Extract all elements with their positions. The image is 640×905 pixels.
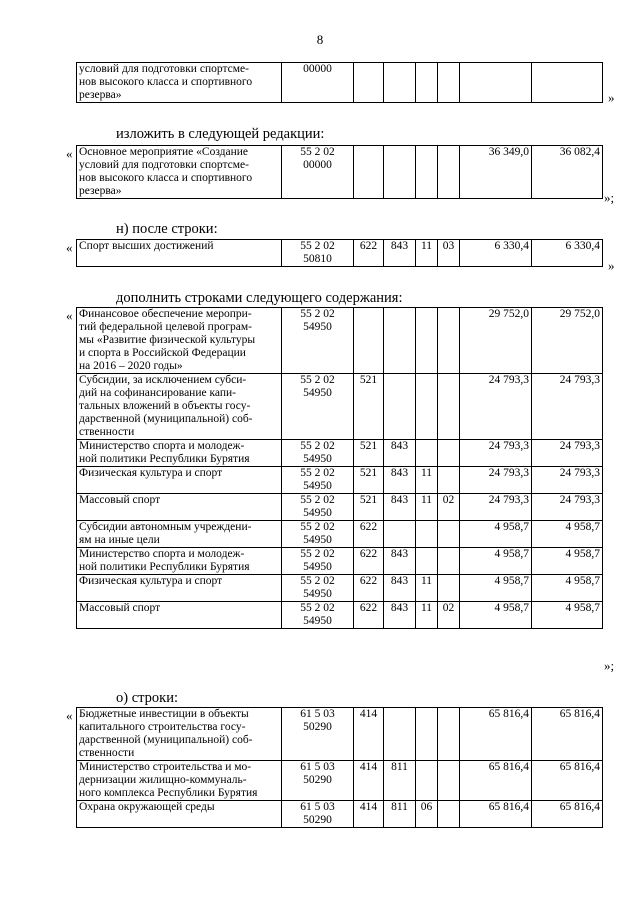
table-row bbox=[77, 521, 603, 548]
budget-table-new-edition bbox=[76, 145, 603, 199]
section-code: 11 bbox=[416, 467, 438, 494]
department-code: 811 bbox=[384, 761, 416, 801]
department-code: 843 bbox=[384, 240, 416, 267]
opening-quote: « bbox=[66, 146, 73, 161]
section-code bbox=[416, 761, 438, 801]
subsection-code bbox=[438, 575, 460, 602]
section-code: 11 bbox=[416, 494, 438, 521]
amount-year-2: 4 958,7 bbox=[532, 548, 603, 575]
budget-table-top bbox=[76, 62, 603, 103]
amount-year-1 bbox=[460, 63, 532, 103]
row-name: Финансовое обеспечение меропри- тий федеральной целевой програм- мы «Развитие физической культуры и спорта в Российской Федерации на 2016 – 2020 годы» bbox=[77, 308, 282, 374]
table-row bbox=[77, 575, 603, 602]
amount-year-2: 4 958,7 bbox=[532, 602, 603, 629]
amount-year-1: 24 793,3 bbox=[460, 494, 532, 521]
target-article-code: 55 2 02 54950 bbox=[282, 521, 354, 548]
row-name: Министерство спорта и молодеж- ной политики Республики Бурятия bbox=[77, 548, 282, 575]
target-article-code: 55 2 02 54950 bbox=[282, 374, 354, 440]
subsection-code bbox=[438, 467, 460, 494]
row-name: Основное мероприятие «Создание условий для подготовки спортсме- нов высокого класса и спортивного резерва» bbox=[77, 146, 282, 199]
amount-year-2: 24 793,3 bbox=[532, 440, 603, 467]
table-row bbox=[77, 801, 603, 828]
target-article-code: 55 2 02 54950 bbox=[282, 467, 354, 494]
department-code: 843 bbox=[384, 440, 416, 467]
amount-year-1: 6 330,4 bbox=[460, 240, 532, 267]
amount-year-2: 36 082,4 bbox=[532, 146, 603, 199]
instruction-heading: о) строки: bbox=[116, 690, 178, 706]
row-name: Охрана окружающей среды bbox=[77, 801, 282, 828]
expense-type-code: 521 bbox=[354, 467, 384, 494]
instruction-heading: дополнить строками следующего содержания: bbox=[116, 290, 403, 306]
section-code: 11 bbox=[416, 602, 438, 629]
target-article-code: 61 5 03 50290 bbox=[282, 801, 354, 828]
expense-type-code: 622 bbox=[354, 521, 384, 548]
table-row bbox=[77, 761, 603, 801]
target-article-code: 55 2 02 54950 bbox=[282, 548, 354, 575]
target-article-code: 61 5 03 50290 bbox=[282, 761, 354, 801]
expense-type-code: 622 bbox=[354, 602, 384, 629]
subsection-code bbox=[438, 374, 460, 440]
department-code: 811 bbox=[384, 801, 416, 828]
row-name: Физическая культура и спорт bbox=[77, 575, 282, 602]
section-code: 11 bbox=[416, 575, 438, 602]
expense-type-code bbox=[354, 308, 384, 374]
department-code: 843 bbox=[384, 494, 416, 521]
expense-type-code: 622 bbox=[354, 240, 384, 267]
row-name: Бюджетные инвестиции в объекты капитального строительства госу- дарственной (муниципальной) соб- ственности bbox=[77, 708, 282, 761]
closing-quote: » bbox=[608, 258, 615, 273]
amount-year-1: 36 349,0 bbox=[460, 146, 532, 199]
target-article-code: 61 5 03 50290 bbox=[282, 708, 354, 761]
amount-year-2: 4 958,7 bbox=[532, 521, 603, 548]
amount-year-2: 65 816,4 bbox=[532, 761, 603, 801]
expense-type-code: 521 bbox=[354, 440, 384, 467]
department-code: 843 bbox=[384, 575, 416, 602]
expense-type-code: 521 bbox=[354, 494, 384, 521]
subsection-code: 02 bbox=[438, 602, 460, 629]
amount-year-2: 65 816,4 bbox=[532, 708, 603, 761]
row-name: Массовый спорт bbox=[77, 602, 282, 629]
budget-table-after-row bbox=[76, 239, 603, 267]
table-row bbox=[77, 708, 603, 761]
section-code: 06 bbox=[416, 801, 438, 828]
expense-type-code: 521 bbox=[354, 374, 384, 440]
row-name: Массовый спорт bbox=[77, 494, 282, 521]
amount-year-1: 24 793,3 bbox=[460, 374, 532, 440]
amount-year-1: 4 958,7 bbox=[460, 602, 532, 629]
table-row bbox=[77, 63, 603, 103]
row-name: Министерство строительства и мо- дернизации жилищно-коммуналь- ного комплекса Республики Бурятия bbox=[77, 761, 282, 801]
subsection-code: 03 bbox=[438, 240, 460, 267]
subsection-code bbox=[438, 308, 460, 374]
row-name: Спорт высших достижений bbox=[77, 240, 282, 267]
budget-table-added-rows bbox=[76, 307, 603, 629]
budget-table-rows bbox=[76, 707, 603, 828]
amount-year-2: 24 793,3 bbox=[532, 467, 603, 494]
target-article-code: 55 2 02 54950 bbox=[282, 308, 354, 374]
target-article-code: 55 2 02 00000 bbox=[282, 146, 354, 199]
amount-year-2: 4 958,7 bbox=[532, 575, 603, 602]
opening-quote: « bbox=[66, 308, 73, 323]
amount-year-1: 24 793,3 bbox=[460, 467, 532, 494]
expense-type-code bbox=[354, 146, 384, 199]
amount-year-2: 24 793,3 bbox=[532, 374, 603, 440]
section-code bbox=[416, 521, 438, 548]
subsection-code bbox=[438, 708, 460, 761]
department-code bbox=[384, 63, 416, 103]
expense-type-code: 622 bbox=[354, 575, 384, 602]
row-name: Субсидии, за исключением субси- дий на софинансирование капи- тальных вложений в объекты госу- дарственной (муниципальной) соб- ственности bbox=[77, 374, 282, 440]
table-row bbox=[77, 440, 603, 467]
department-code: 843 bbox=[384, 467, 416, 494]
amount-year-2 bbox=[532, 63, 603, 103]
amount-year-1: 4 958,7 bbox=[460, 548, 532, 575]
amount-year-1: 4 958,7 bbox=[460, 575, 532, 602]
row-name: Министерство спорта и молодеж- ной политики Республики Бурятия bbox=[77, 440, 282, 467]
subsection-code bbox=[438, 146, 460, 199]
amount-year-2: 29 752,0 bbox=[532, 308, 603, 374]
closing-quote: »; bbox=[604, 190, 615, 205]
instruction-heading: изложить в следующей редакции: bbox=[116, 126, 325, 142]
department-code bbox=[384, 708, 416, 761]
target-article-code: 00000 bbox=[282, 63, 354, 103]
subsection-code bbox=[438, 63, 460, 103]
row-name: условий для подготовки спортсме- нов высокого класса и спортивного резерва» bbox=[77, 63, 282, 103]
section-code bbox=[416, 548, 438, 575]
department-code bbox=[384, 521, 416, 548]
table-row bbox=[77, 602, 603, 629]
subsection-code bbox=[438, 801, 460, 828]
subsection-code: 02 bbox=[438, 494, 460, 521]
section-code bbox=[416, 308, 438, 374]
department-code bbox=[384, 308, 416, 374]
page-number: 8 bbox=[316, 32, 324, 47]
amount-year-1: 65 816,4 bbox=[460, 761, 532, 801]
subsection-code bbox=[438, 548, 460, 575]
table-row bbox=[77, 494, 603, 521]
table-row bbox=[77, 146, 603, 199]
amount-year-2: 6 330,4 bbox=[532, 240, 603, 267]
department-code bbox=[384, 374, 416, 440]
section-code bbox=[416, 146, 438, 199]
amount-year-1: 4 958,7 bbox=[460, 521, 532, 548]
subsection-code bbox=[438, 440, 460, 467]
section-code: 11 bbox=[416, 240, 438, 267]
table-row bbox=[77, 240, 603, 267]
instruction-heading: н) после строки: bbox=[116, 221, 218, 237]
section-code bbox=[416, 63, 438, 103]
expense-type-code bbox=[354, 63, 384, 103]
amount-year-1: 65 816,4 bbox=[460, 801, 532, 828]
table-row bbox=[77, 308, 603, 374]
amount-year-2: 65 816,4 bbox=[532, 801, 603, 828]
amount-year-1: 29 752,0 bbox=[460, 308, 532, 374]
closing-quote: »; bbox=[604, 658, 615, 673]
row-name: Субсидии автономным учреждени- ям на иные цели bbox=[77, 521, 282, 548]
subsection-code bbox=[438, 521, 460, 548]
closing-quote: » bbox=[608, 90, 615, 105]
target-article-code: 55 2 02 54950 bbox=[282, 575, 354, 602]
table-row bbox=[77, 467, 603, 494]
department-code: 843 bbox=[384, 548, 416, 575]
section-code bbox=[416, 708, 438, 761]
amount-year-2: 24 793,3 bbox=[532, 494, 603, 521]
table-row bbox=[77, 374, 603, 440]
amount-year-1: 65 816,4 bbox=[460, 708, 532, 761]
expense-type-code: 414 bbox=[354, 708, 384, 761]
section-code bbox=[416, 374, 438, 440]
expense-type-code: 622 bbox=[354, 548, 384, 575]
table-row bbox=[77, 548, 603, 575]
opening-quote: « bbox=[66, 240, 73, 255]
target-article-code: 55 2 02 54950 bbox=[282, 494, 354, 521]
row-name: Физическая культура и спорт bbox=[77, 467, 282, 494]
subsection-code bbox=[438, 761, 460, 801]
opening-quote: « bbox=[66, 708, 73, 723]
amount-year-1: 24 793,3 bbox=[460, 440, 532, 467]
target-article-code: 55 2 02 50810 bbox=[282, 240, 354, 267]
target-article-code: 55 2 02 54950 bbox=[282, 440, 354, 467]
department-code: 843 bbox=[384, 602, 416, 629]
target-article-code: 55 2 02 54950 bbox=[282, 602, 354, 629]
section-code bbox=[416, 440, 438, 467]
expense-type-code: 414 bbox=[354, 761, 384, 801]
department-code bbox=[384, 146, 416, 199]
expense-type-code: 414 bbox=[354, 801, 384, 828]
